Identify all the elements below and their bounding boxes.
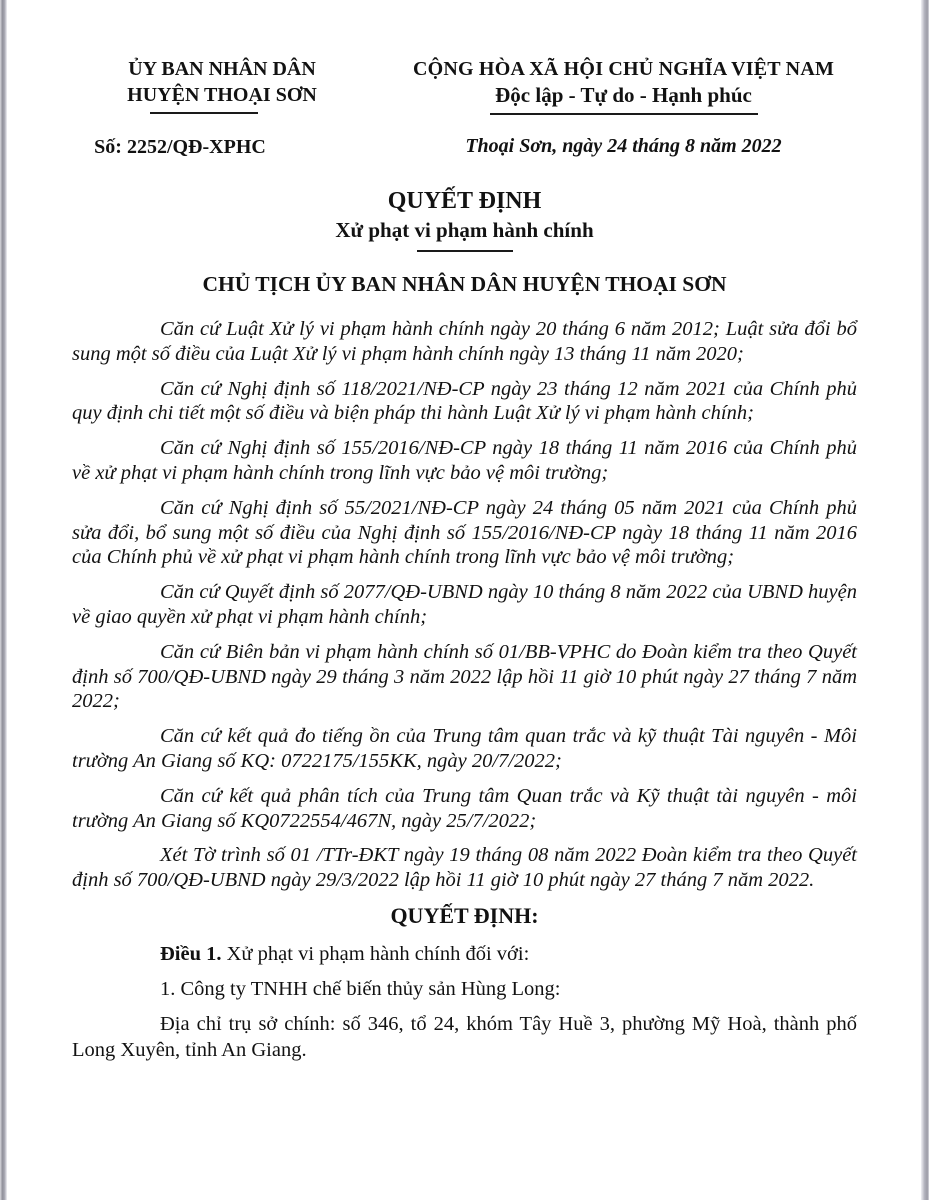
recital-paragraph: Căn cứ Nghị định số 155/2016/NĐ-CP ngày 18 tháng 11 năm 2016 của Chính phủ về xử phạt vi phạm hành chính trong lĩnh vực bảo vệ môi trường; xyxy=(72,437,857,484)
recital-paragraph: Căn cứ kết quả phân tích của Trung tâm Quan trắc và Kỹ thuật tài nguyên - môi trường An Giang số KQ0722554/467N, ngày 25/7/2022; xyxy=(72,784,857,832)
national-motto-block xyxy=(372,56,857,158)
document-header xyxy=(72,56,857,159)
order-heading: QUYẾT ĐỊNH: xyxy=(390,902,539,928)
document-number: Số: 2252/QĐ-XPHC xyxy=(94,136,266,158)
recital-paragraph: Căn cứ kết quả đo tiếng ồn của Trung tâm quan trắc và kỹ thuật Tài nguyên - Môi trường An Giang số KQ: 0722175/155KK, ngày 20/7/2022; xyxy=(72,725,857,772)
subject-line: 1. Công ty TNHH chế biến thủy sản Hùng Long: xyxy=(160,977,561,1000)
title-divider-line xyxy=(417,250,513,252)
recital-paragraph: Căn cứ Quyết định số 2077/QĐ-UBND ngày 10 tháng 8 năm 2022 của UBND huyện về giao quyền xử phạt vi phạm hành chính; xyxy=(72,581,857,628)
document-subtitle: Xử phạt vi phạm hành chính xyxy=(335,218,594,242)
recital-paragraph: Căn cứ Nghị định số 55/2021/NĐ-CP ngày 24 tháng 05 năm 2021 của Chính phủ sửa đổi, bổ sung một số điều của Nghị định số 155/2016/NĐ-CP ngày 18 tháng 11 năm 2016 của Chính phủ về xử phạt vi phạm hành chính trong lĩnh vực bảo vệ môi trường; xyxy=(72,496,857,569)
article-1-text: Xử phạt vi phạm hành chính đối với: xyxy=(221,942,530,965)
recitals-section xyxy=(72,317,857,893)
recital-paragraph: Căn cứ Luật Xử lý vi phạm hành chính ngày 20 tháng 6 năm 2012; Luật sửa đổi bổ sung một số điều của Luật Xử lý vi phạm hành chính ngày 13 tháng 11 năm 2020; xyxy=(72,318,857,365)
article-1-label: Điều 1. xyxy=(160,942,222,965)
article-1-paragraph xyxy=(72,941,857,967)
address-line: Địa chỉ trụ sở chính: số 346, tổ 24, khóm Tây Huề 3, phường Mỹ Hoà, thành phố Long Xuyên, tỉnh An Giang. xyxy=(72,1012,857,1061)
scan-edge-right xyxy=(921,0,929,1200)
issuer-line1: ỦY BAN NHÂN DÂN xyxy=(128,58,316,80)
recital-paragraph: Xét Tờ trình số 01 /TTr-ĐKT ngày 19 tháng 08 năm 2022 Đoàn kiểm tra theo Quyết định số 700/QĐ-UBND ngày 29/3/2022 lập hồi 11 giờ 10 phút ngày 27 tháng 7 năm 2022. xyxy=(72,844,857,892)
scan-edge-left xyxy=(0,0,7,1200)
recital-paragraph: Căn cứ Biên bản vi phạm hành chính số 01/BB-VPHC do Đoàn kiểm tra theo Quyết định số 700/QĐ-UBND ngày 29 tháng 3 năm 2022 lập hồi 11 giờ 10 phút ngày 27 tháng 7 năm 2022; xyxy=(72,640,857,713)
title-block xyxy=(72,187,857,252)
issuing-authority: CHỦ TỊCH ỦY BAN NHÂN DÂN HUYỆN THOẠI SƠN xyxy=(202,272,727,296)
national-title: CỘNG HÒA XÃ HỘI CHỦ NGHĨA VIỆT NAM xyxy=(412,58,835,80)
motto-divider-line xyxy=(490,113,758,115)
national-motto: Độc lập - Tự do - Hạnh phúc xyxy=(495,83,752,107)
place-and-date: Thoại Sơn, ngày 24 tháng 8 năm 2022 xyxy=(465,135,782,157)
issuer-block xyxy=(72,56,372,159)
recital-paragraph: Căn cứ Nghị định số 118/2021/NĐ-CP ngày 23 tháng 12 năm 2021 của Chính phủ quy định chi tiết một số điều và biện pháp thi hành Luật Xử lý vi phạm hành chính; xyxy=(72,377,857,425)
document-content xyxy=(72,56,857,1072)
issuer-divider-line xyxy=(150,112,258,114)
document-title: QUYẾT ĐỊNH xyxy=(387,188,542,214)
issuer-line2: HUYỆN THOẠI SƠN xyxy=(127,84,317,106)
